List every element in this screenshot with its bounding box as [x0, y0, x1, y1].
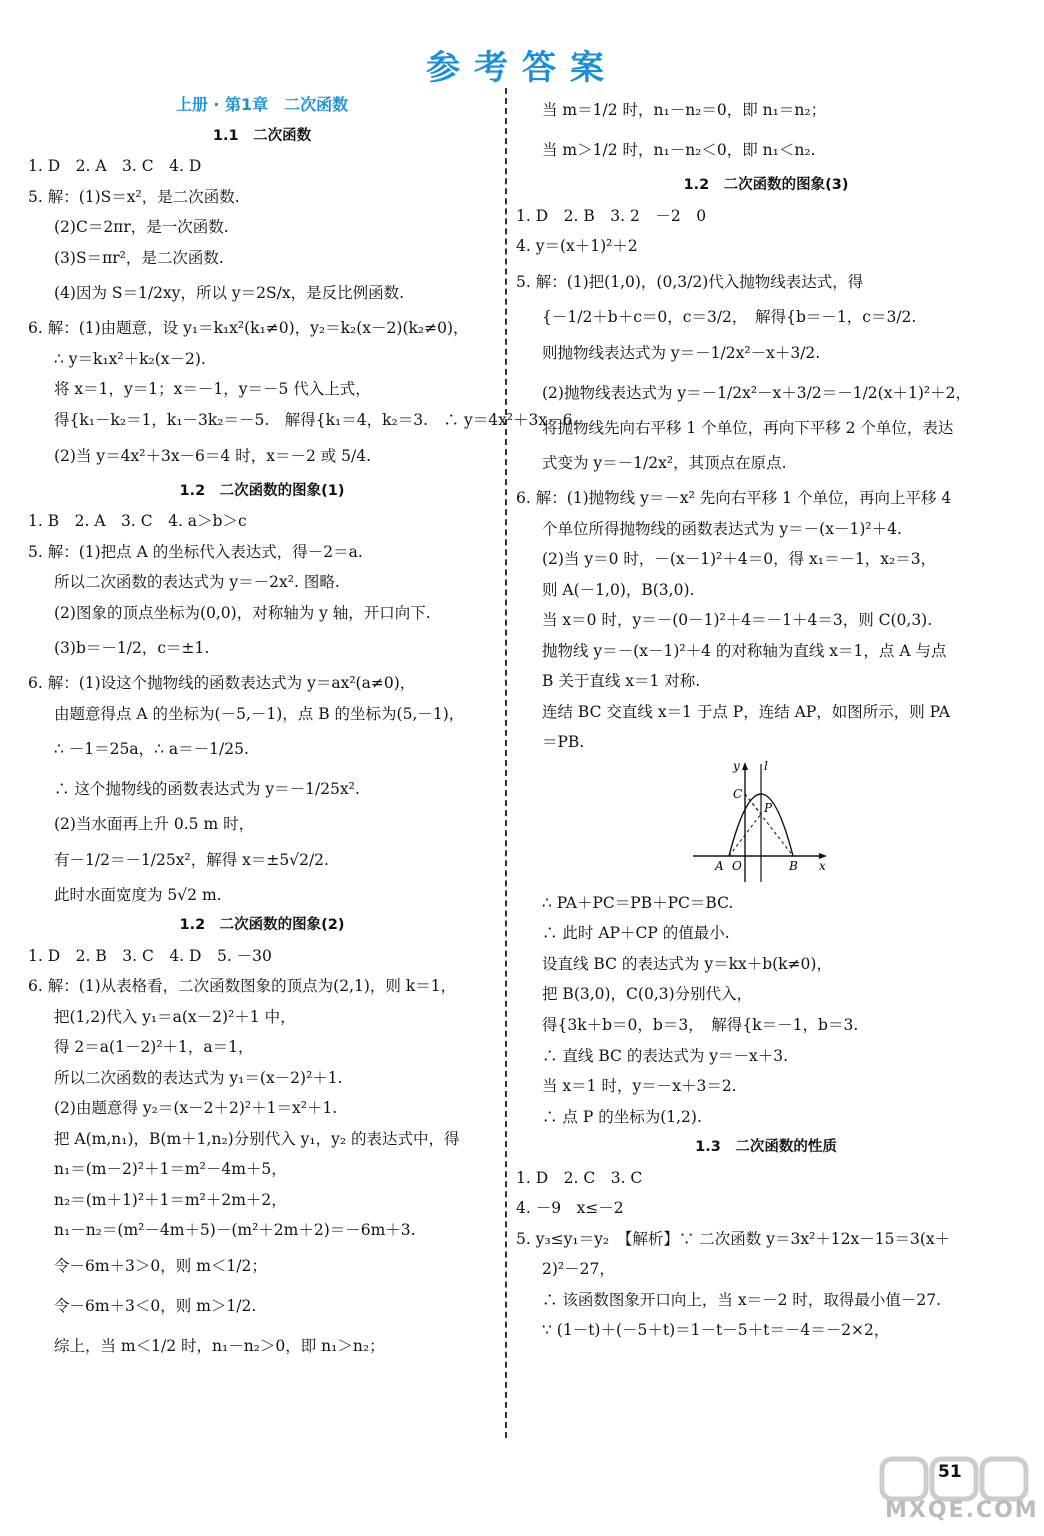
left-column-line: 1. D 2. B 3. C 4. D 5. －30 — [28, 946, 272, 965]
right-column-line: 1.2 二次函数的图象(3) — [683, 177, 849, 193]
left-column-line: (2)C＝2πr，是一次函数. — [54, 218, 229, 236]
right-column-line: 4. －9 x≤－2 — [516, 1199, 624, 1217]
right-column-line: ∴ 点 P 的坐标为(1,2). — [542, 1107, 702, 1126]
left-column-line: 由题意得点 A 的坐标为(－5,－1)，点 B 的坐标为(5,－1)， — [54, 704, 465, 723]
left-column-line: 所以二次函数的表达式为 y₁＝(x－2)²＋1. — [54, 1068, 343, 1087]
left-column-line: 6. 解：(1)由题意，设 y₁＝k₁x²(k₁≠0)，y₂＝k₂(x－2)(k₂≠0)， — [28, 319, 469, 337]
left-column-line: 1. B 2. A 3. C 4. a＞b＞c — [28, 512, 247, 530]
left-column-line: 有－1/2＝－1/25x²，解得 x＝±5√2/2. — [54, 850, 329, 869]
right-column-line: 则抛物线表达式为 y＝－1/2x²－x＋3/2. — [542, 343, 821, 362]
right-column — [516, 90, 1016, 1346]
right-column-line: ＝PB. — [542, 733, 585, 751]
left-column-line: (2)图象的顶点坐标为(0,0)，对称轴为 y 轴，开口向下. — [54, 603, 431, 622]
right-column-line: 抛物线 y＝－(x－1)²＋4 的对称轴为直线 x＝1，点 A 与点 — [542, 641, 947, 660]
left-column-line: 把(1,2)代入 y₁＝a(x－2)²＋1 中， — [54, 1007, 296, 1026]
right-column-line: 1.3 二次函数的性质 — [695, 1139, 837, 1155]
label-c: C — [733, 786, 743, 801]
right-column-line: 1. D 2. C 3. C — [516, 1168, 643, 1187]
right-column-line: 连结 BC 交直线 x＝1 于点 P，连结 AP，如图所示，则 PA — [542, 702, 950, 721]
right-column-line: ∴ 该函数图象开口向上，当 x＝－2 时，取得最小值－27. — [542, 1290, 942, 1309]
right-column-line: 当 m＝1/2 时，n₁－n₂＝0，即 n₁＝n₂； — [542, 101, 827, 119]
left-column-line: 得{k₁－k₂＝1，k₁－3k₂＝－5. 解得{k₁＝4，k₂＝3. ∴ y＝4x²＋3x－6. — [54, 410, 578, 429]
right-column-line: 则 A(－1,0)，B(3,0). — [542, 580, 695, 599]
right-column-line: 1. D 2. B 3. 2 －2 0 — [516, 206, 707, 225]
right-column-line: 设直线 BC 的表达式为 y＝kx＋b(k≠0)， — [542, 954, 832, 973]
column-divider — [505, 88, 507, 1438]
left-column-line: 令－6m＋3＞0，则 m＜1/2； — [54, 1256, 267, 1275]
left-column-line: 将 x＝1，y＝1；x＝－1，y＝－5 代入上式， — [54, 380, 371, 398]
label-p: P — [764, 800, 773, 815]
left-column-line: 6. 解：(1)设这个抛物线的函数表达式为 y＝ax²(a≠0)， — [28, 674, 416, 692]
left-column-line: 1.2 二次函数的图象(1) — [179, 482, 345, 499]
right-column-line: (2)抛物线表达式为 y＝－1/2x²－x＋3/2＝－1/2(x＋1)²＋2， — [542, 383, 971, 402]
left-column-line: ∴ y＝k₁x²＋k₂(x－2). — [54, 349, 206, 368]
right-column-line: ∵ (1－t)＋(－5＋t)＝1－t－5＋t＝－4＝－2×2， — [542, 1321, 890, 1339]
left-column-line: n₁＝(m－2)²＋1＝m²－4m＋5， — [54, 1160, 287, 1178]
left-column-line: (3)S＝πr²，是二次函数. — [54, 248, 224, 267]
left-column-line: 得 2＝a(1－2)²＋1，a＝1， — [54, 1038, 254, 1056]
label-y: y — [733, 758, 740, 773]
left-column-line: (3)b＝－1/2，c＝±1. — [54, 639, 210, 657]
right-column-line: {－1/2＋b＋c＝0，c＝3/2， 解得{b＝－1，c＝3/2. — [542, 307, 917, 326]
left-column-line: 5. 解：(1)S＝x²，是二次函数. — [28, 187, 240, 206]
right-column-line: 得{3k＋b＝0，b＝3， 解得{k＝－1，b＝3. — [542, 1015, 859, 1034]
left-column-line: 上册 · 第1章 二次函数 — [175, 95, 349, 114]
left-column-line: 6. 解：(1)从表格看，二次函数图象的顶点为(2,1)，则 k＝1， — [28, 977, 457, 995]
right-column-line: 当 m＞1/2 时，n₁－n₂＜0，即 n₁＜n₂. — [542, 141, 816, 159]
left-column-line: ∴ －1＝25a，∴ a＝－1/25. — [54, 740, 249, 758]
right-column-line: 4. y＝(x＋1)²＋2 — [516, 237, 638, 255]
left-column-line: 5. 解：(1)把点 A 的坐标代入表达式，得－2＝a. — [28, 542, 363, 561]
label-x: x — [819, 858, 826, 873]
left-column-line: 综上，当 m＜1/2 时，n₁－n₂＞0，即 n₁＞n₂； — [54, 1336, 385, 1355]
left-column-line: 把 A(m,n₁)，B(m＋1,n₂)分别代入 y₁，y₂ 的表达式中，得 — [54, 1129, 460, 1148]
left-column-line: n₂＝(m＋1)²＋1＝m²＋2m＋2， — [54, 1190, 287, 1209]
right-column-line: 当 x＝1 时，y＝－x＋3＝2. — [542, 1077, 737, 1095]
left-column-line: 此时水面宽度为 5√2 m. — [54, 885, 222, 904]
left-column-line: 1.2 二次函数的图象(2) — [179, 917, 345, 933]
label-l: l — [764, 758, 768, 773]
right-column-line: 当 x＝0 时，y＝－(0－1)²＋4＝－1＋4＝3，则 C(0,3). — [542, 611, 933, 629]
right-column-line: 5. 解：(1)把(1,0)，(0,3/2)代入抛物线表达式，得 — [516, 272, 864, 291]
right-column-line: 把 B(3,0)，C(0,3)分别代入， — [542, 985, 753, 1003]
right-column-line: 6. 解：(1)抛物线 y＝－x² 先向右平移 1 个单位，再向上平移 4 — [516, 489, 952, 507]
right-column-line: 式变为 y＝－1/2x²，其顶点在原点. — [542, 454, 787, 472]
left-column-line: 1.1 二次函数 — [212, 127, 312, 144]
left-column-line: (2)当 y＝4x²＋3x－6＝4 时，x＝－2 或 5/4. — [54, 446, 372, 465]
right-column-line: 个单位所得抛物线的函数表达式为 y＝－(x－1)²＋4. — [542, 519, 902, 538]
label-a: A — [715, 858, 724, 873]
left-column-line: 所以二次函数的表达式为 y＝－2x². 图略. — [54, 573, 340, 591]
right-column-line: ∴ 此时 AP＋CP 的值最小. — [542, 924, 730, 942]
right-column-line: 将抛物线先向右平移 1 个单位，再向下平移 2 个单位，表达 — [542, 418, 954, 437]
page-number: 51 — [938, 1462, 962, 1482]
parabola-figure — [516, 758, 1016, 888]
page-title: 参考答案 — [426, 48, 618, 88]
right-column-line: ∴ PA＋PC＝PB＋PC＝BC. — [542, 893, 734, 912]
watermark-logo — [876, 1455, 1036, 1535]
label-b: B — [789, 858, 798, 873]
right-column-line: 2)²－27， — [542, 1260, 615, 1278]
parabola-diagram — [691, 758, 831, 886]
watermark-text: MXQE.COM — [885, 1498, 1039, 1523]
left-column-line: (2)由题意得 y₂＝(x－2＋2)²＋1＝x²＋1. — [54, 1099, 338, 1117]
left-column-line: n₁－n₂＝(m²－4m＋5)－(m²＋2m＋2)＝－6m＋3. — [54, 1221, 416, 1239]
left-column-line: 1. D 2. A 3. C 4. D — [28, 157, 202, 175]
left-column-line: (4)因为 S＝1/2xy，所以 y＝2S/x，是反比例函数. — [54, 284, 404, 302]
left-column-line: 令－6m＋3＜0，则 m＞1/2. — [54, 1296, 257, 1315]
right-column-line: 5. y₃≤y₁＝y₂ 【解析】∵ 二次函数 y＝3x²＋12x－15＝3(x＋ — [516, 1229, 951, 1248]
left-column-line: ∴ 这个抛物线的函数表达式为 y＝－1/25x². — [54, 780, 360, 798]
left-column-line: (2)当水面再上升 0.5 m 时， — [54, 815, 255, 833]
right-column-line: B 关于直线 x＝1 对称. — [542, 672, 701, 690]
right-column-line: (2)当 y＝0 时，－(x－1)²＋4＝0，得 x₁＝－1，x₂＝3， — [542, 550, 937, 568]
label-o: O — [732, 858, 742, 873]
right-column-line: ∴ 直线 BC 的表达式为 y＝－x＋3. — [542, 1046, 789, 1065]
